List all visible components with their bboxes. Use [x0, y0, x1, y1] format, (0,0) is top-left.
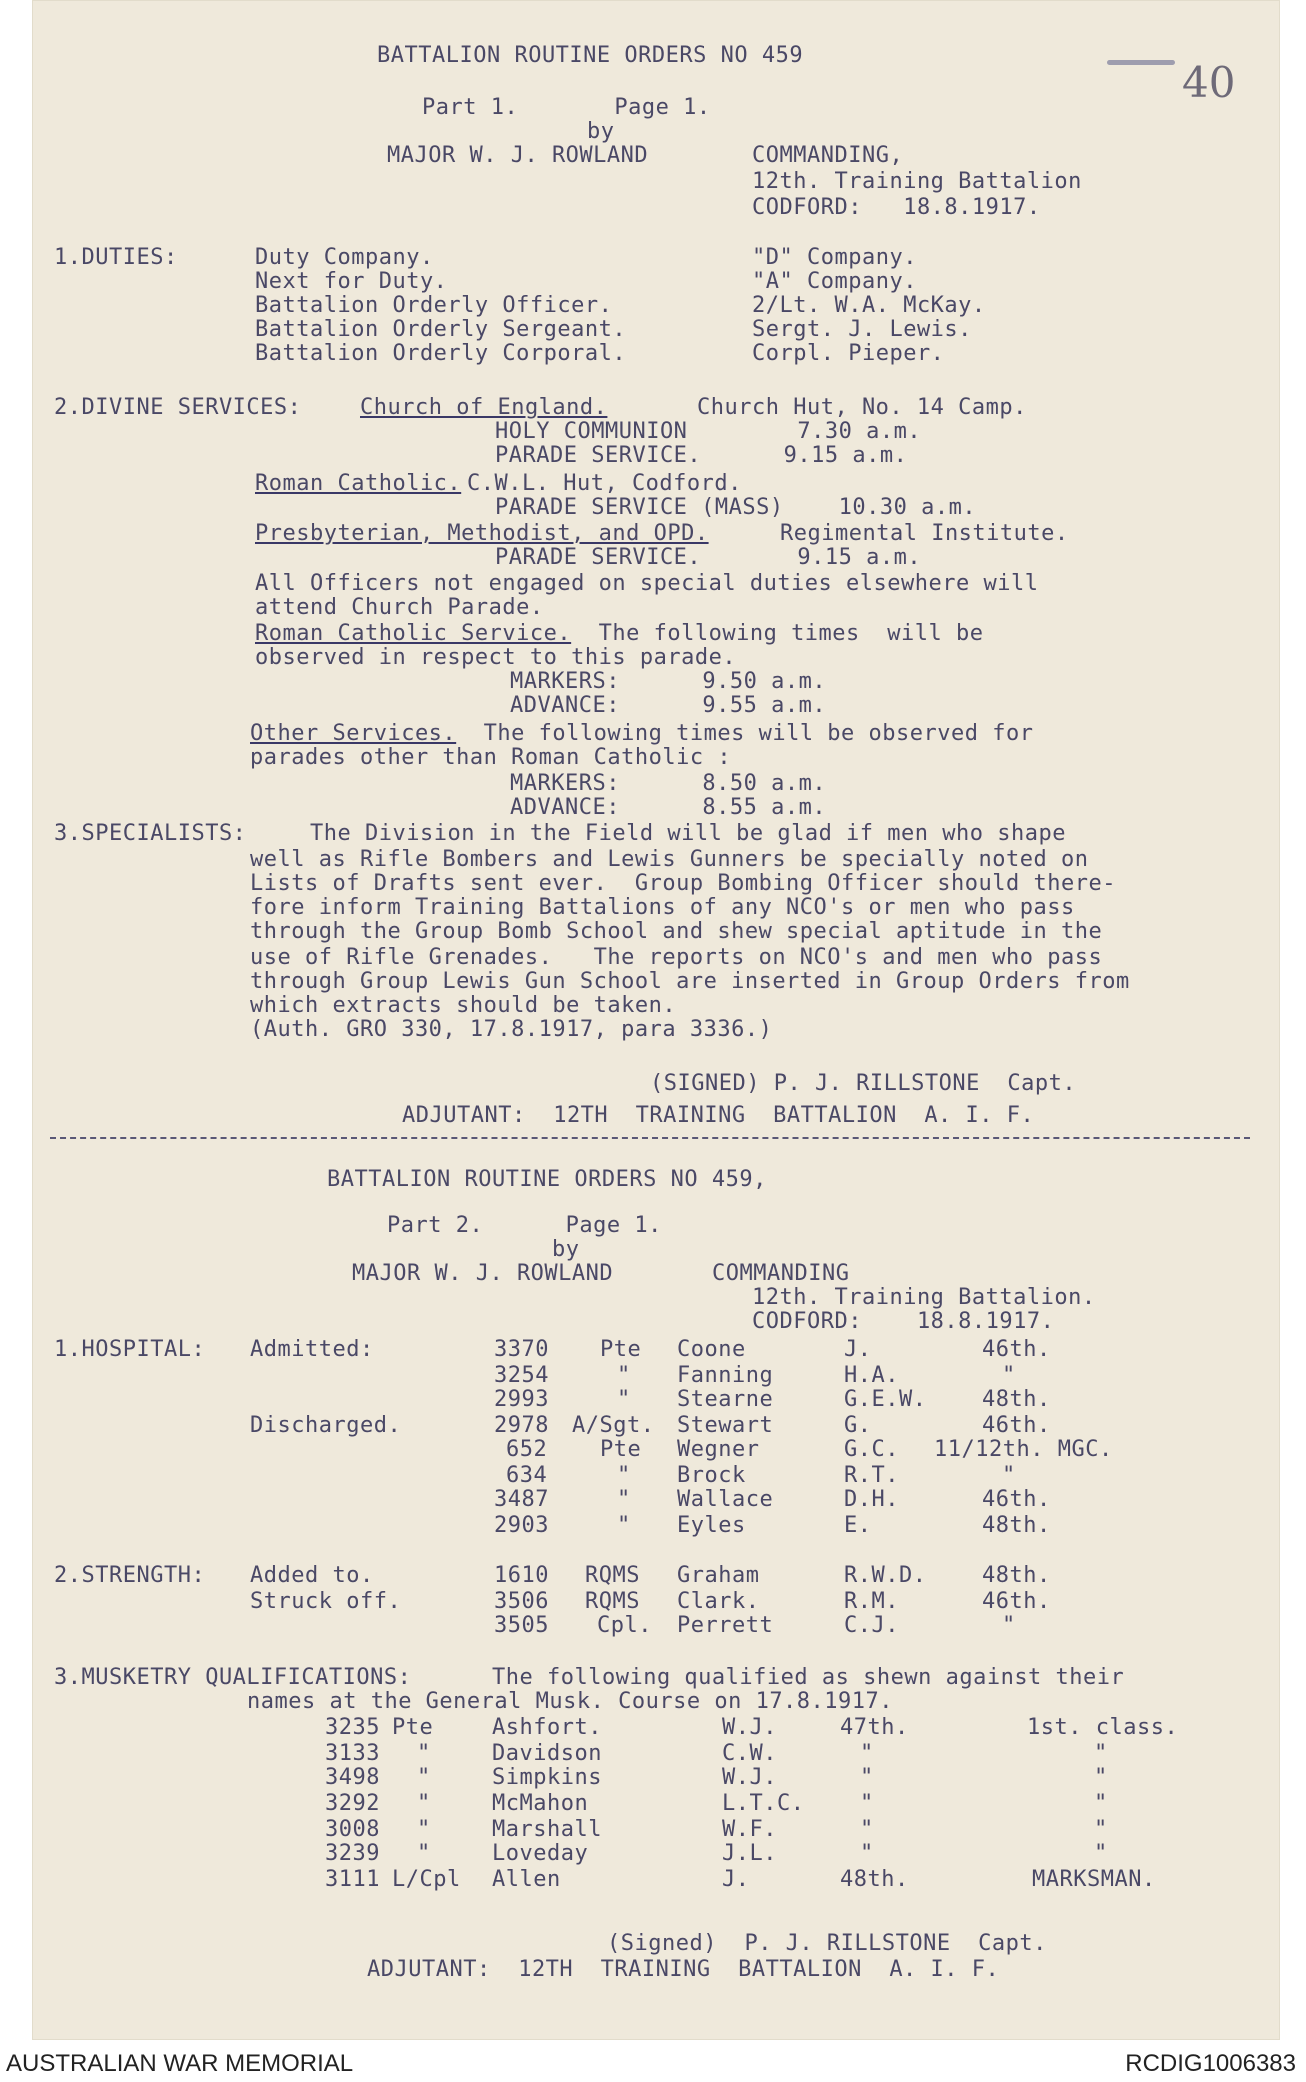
musketry-intro: names at the General Musk. Course on 17.8.1917. [247, 1689, 894, 1714]
mus-rank: " [417, 1765, 431, 1790]
mus-name: Simpkins [492, 1765, 602, 1790]
part2-commander: MAJOR W. J. ROWLAND [352, 1261, 614, 1286]
part2-battalion: 12th. Training Battalion. [752, 1285, 1096, 1310]
mus-no: 3498 [325, 1765, 380, 1790]
mus-name: Allen [492, 1867, 561, 1892]
mus-name: Marshall [492, 1817, 602, 1842]
other-services-text: parades other than Roman Catholic : [250, 745, 732, 770]
mus-result: MARKSMAN. [1032, 1867, 1156, 1892]
officers-line: attend Church Parade. [255, 595, 544, 620]
str-name: Graham [677, 1563, 760, 1588]
hosp-no: 652 [506, 1437, 548, 1462]
hosp-name: Wallace [677, 1487, 774, 1512]
musketry-heading: 3.MUSKETRY QUALIFICATIONS: [54, 1665, 412, 1690]
divine-heading: 2.DIVINE SERVICES: [54, 395, 302, 420]
rc-service-text: observed in respect to this parade. [255, 645, 737, 670]
specialists-line: use of Rifle Grenades. The reports on NCO's and men who pass [250, 945, 1103, 970]
mus-initials: C.W. [722, 1741, 777, 1766]
rc-service-label: Roman Catholic Service. [255, 621, 572, 646]
mus-initials: L.T.C. [722, 1791, 805, 1816]
str-unit: " [1002, 1613, 1016, 1638]
str-unit: 48th. [982, 1563, 1051, 1588]
mus-name: Davidson [492, 1741, 602, 1766]
duty-row-label: Battalion Orderly Corporal. [255, 341, 627, 366]
duty-row-value: "D" Company. [752, 245, 917, 270]
hosp-rank: " [617, 1487, 631, 1512]
str-name: Clark. [677, 1589, 760, 1614]
part1-part-line: Part 1. Page 1. [422, 95, 711, 120]
part1-place-date: CODFORD: 18.8.1917. [752, 195, 1041, 220]
footer-record-id: RCDIG1006383 [1125, 2050, 1296, 2077]
part1-battalion: 12th. Training Battalion [752, 169, 1082, 194]
mus-result: " [1094, 1841, 1108, 1866]
musketry-intro: The following qualified as shewn against their [492, 1665, 1125, 1690]
hosp-name: Eyles [677, 1513, 746, 1538]
str-rank: RQMS [585, 1589, 640, 1614]
specialists-line: Lists of Drafts sent ever. Group Bombing Officer should there- [250, 871, 1116, 896]
struck-label: Struck off. [250, 1589, 402, 1614]
mus-result: 1st. class. [1027, 1715, 1179, 1740]
mus-unit: 47th. [840, 1715, 909, 1740]
specialists-line: which extracts should be taken. [250, 993, 677, 1018]
hosp-name: Brock [677, 1463, 746, 1488]
mus-unit: " [860, 1817, 874, 1842]
advance-time: ADVANCE: 8.55 a.m. [510, 795, 827, 820]
mus-name: Loveday [492, 1841, 589, 1866]
hosp-name: Fanning [677, 1363, 774, 1388]
str-initials: R.W.D. [844, 1563, 927, 1588]
mus-initials: W.F. [722, 1817, 777, 1842]
hosp-initials: H.A. [844, 1363, 899, 1388]
mus-name: Ashfort. [492, 1715, 602, 1740]
hosp-rank: " [617, 1513, 631, 1538]
hosp-unit: 46th. [982, 1413, 1051, 1438]
part1-commanding: COMMANDING, [752, 143, 904, 168]
mus-rank: " [417, 1741, 431, 1766]
rc-place: C.W.L. Hut, Codford. [467, 471, 742, 496]
mus-result: " [1094, 1791, 1108, 1816]
hosp-name: Wegner [677, 1437, 760, 1462]
pencil-mark [1107, 60, 1175, 65]
part1-by: by [587, 119, 615, 144]
mus-unit: " [860, 1765, 874, 1790]
document-page [32, 0, 1280, 2040]
str-no: 3506 [494, 1589, 549, 1614]
coe-label: Church of England. [360, 395, 608, 420]
specialists-line: (Auth. GRO 330, 17.8.1917, para 3336.) [250, 1017, 773, 1042]
parade-service: PARADE SERVICE. 9.15 a.m. [495, 443, 908, 468]
mus-initials: W.J. [722, 1765, 777, 1790]
duty-row-value: 2/Lt. W.A. McKay. [752, 293, 986, 318]
discharged-label: Discharged. [250, 1413, 402, 1438]
str-rank: RQMS [585, 1563, 640, 1588]
specialists-line: through Group Lewis Gun School are inserted in Group Orders from [250, 969, 1130, 994]
str-initials: C.J. [844, 1613, 899, 1638]
part1-signature: (SIGNED) P. J. RILLSTONE Capt. [650, 1071, 1077, 1096]
str-no: 1610 [494, 1563, 549, 1588]
mus-rank: Pte [392, 1715, 434, 1740]
specialists-line: well as Rifle Bombers and Lewis Gunners be specially noted on [250, 847, 1089, 872]
mus-rank: " [417, 1791, 431, 1816]
part2-adjutant: ADJUTANT: 12TH TRAINING BATTALION A. I. F. [367, 1957, 1000, 1982]
pres-place: Regimental Institute. [780, 521, 1069, 546]
mus-name: McMahon [492, 1791, 589, 1816]
hosp-initials: D.H. [844, 1487, 899, 1512]
rc-label: Roman Catholic. [255, 471, 462, 496]
str-rank: Cpl. [597, 1613, 652, 1638]
mus-unit: 48th. [840, 1867, 909, 1892]
advance-time: ADVANCE: 9.55 a.m. [510, 693, 827, 718]
str-initials: R.M. [844, 1589, 899, 1614]
mus-initials: J. [722, 1867, 750, 1892]
rc-service-line [255, 622, 984, 646]
part2-title: BATTALION ROUTINE ORDERS NO 459, [327, 1167, 767, 1192]
duty-row-label: Next for Duty. [255, 269, 448, 294]
mus-no: 3111 [325, 1867, 380, 1892]
mus-result: " [1094, 1741, 1108, 1766]
mus-no: 3239 [325, 1841, 380, 1866]
other-services-label: Other Services. [250, 721, 457, 746]
hosp-unit: " [1002, 1463, 1016, 1488]
mus-rank: L/Cpl [392, 1867, 461, 1892]
hosp-no: 2903 [494, 1513, 549, 1538]
strength-heading: 2.STRENGTH: [54, 1563, 206, 1588]
duty-row-value: Sergt. J. Lewis. [752, 317, 972, 342]
mus-unit: " [860, 1741, 874, 1766]
part2-commanding: COMMANDING [712, 1261, 850, 1286]
added-label: Added to. [250, 1563, 374, 1588]
hosp-no: 3254 [494, 1363, 549, 1388]
part1-title: BATTALION ROUTINE ORDERS NO 459 [377, 43, 804, 68]
hosp-unit: 46th. [982, 1337, 1051, 1362]
other-services-text: The following times will be observed for [456, 721, 1034, 746]
hosp-no: 634 [506, 1463, 548, 1488]
hosp-rank: A/Sgt. [572, 1413, 655, 1438]
hosp-unit: " [1002, 1363, 1016, 1388]
hosp-initials: G. [844, 1413, 872, 1438]
mus-no: 3235 [325, 1715, 380, 1740]
duty-row-value: "A" Company. [752, 269, 917, 294]
mus-no: 3133 [325, 1741, 380, 1766]
duty-row-label: Battalion Orderly Officer. [255, 293, 613, 318]
mus-result: " [1094, 1765, 1108, 1790]
section-divider [50, 1137, 1250, 1139]
mus-unit: " [860, 1791, 874, 1816]
hosp-name: Stewart [677, 1413, 774, 1438]
hosp-rank: Pte [600, 1337, 642, 1362]
mus-no: 3292 [325, 1791, 380, 1816]
part2-by: by [552, 1237, 580, 1262]
coe-place: Church Hut, No. 14 Camp. [697, 395, 1027, 420]
part2-part-line: Part 2. Page 1. [387, 1213, 662, 1238]
hosp-name: Coone [677, 1337, 746, 1362]
folio-number: 40 [1182, 58, 1236, 107]
hosp-initials: E. [844, 1513, 872, 1538]
hosp-name: Stearne [677, 1387, 774, 1412]
mus-unit: " [860, 1841, 874, 1866]
hosp-no: 3370 [494, 1337, 549, 1362]
hosp-unit: 48th. [982, 1387, 1051, 1412]
markers-time: MARKERS: 9.50 a.m. [510, 669, 827, 694]
mus-no: 3008 [325, 1817, 380, 1842]
hosp-initials: R.T. [844, 1463, 899, 1488]
specialists-heading: 3.SPECIALISTS: [54, 821, 247, 846]
specialists-line: The Division in the Field will be glad if men who shape [310, 821, 1066, 846]
hosp-unit: 48th. [982, 1513, 1051, 1538]
str-name: Perrett [677, 1613, 774, 1638]
hosp-unit: 11/12th. MGC. [934, 1437, 1113, 1462]
rc-parade: PARADE SERVICE (MASS) 10.30 a.m. [495, 495, 977, 520]
mus-initials: J.L. [722, 1841, 777, 1866]
str-no: 3505 [494, 1613, 549, 1638]
markers-time: MARKERS: 8.50 a.m. [510, 771, 827, 796]
str-unit: 46th. [982, 1589, 1051, 1614]
part1-adjutant: ADJUTANT: 12TH TRAINING BATTALION A. I. F. [402, 1103, 1035, 1128]
duty-row-value: Corpl. Pieper. [752, 341, 945, 366]
other-services-line [250, 722, 1033, 746]
hospital-heading: 1.HOSPITAL: [54, 1337, 206, 1362]
duty-row-label: Battalion Orderly Sergeant. [255, 317, 627, 342]
hosp-rank: " [617, 1363, 631, 1388]
duties-heading: 1.DUTIES: [54, 245, 178, 270]
specialists-line: fore inform Training Battalions of any NCO's or men who pass [250, 895, 1075, 920]
part2-place-date: CODFORD: 18.8.1917. [752, 1309, 1055, 1334]
specialists-line: through the Group Bomb School and shew special aptitude in the [250, 919, 1103, 944]
duty-row-label: Duty Company. [255, 245, 434, 270]
part2-signature: (Signed) P. J. RILLSTONE Capt. [607, 1931, 1047, 1956]
footer-credit: AUSTRALIAN WAR MEMORIAL [6, 2050, 354, 2077]
hosp-rank: " [617, 1387, 631, 1412]
rc-service-text: The following times will be [571, 621, 984, 646]
holy-communion: HOLY COMMUNION 7.30 a.m. [495, 419, 922, 444]
hosp-unit: 46th. [982, 1487, 1051, 1512]
mus-initials: W.J. [722, 1715, 777, 1740]
hosp-initials: J. [844, 1337, 872, 1362]
hosp-rank: Pte [600, 1437, 642, 1462]
mus-rank: " [417, 1817, 431, 1842]
parade-service: PARADE SERVICE. 9.15 a.m. [495, 545, 922, 570]
mus-result: " [1094, 1817, 1108, 1842]
part1-commander: MAJOR W. J. ROWLAND [387, 143, 649, 168]
mus-rank: " [417, 1841, 431, 1866]
hosp-no: 3487 [494, 1487, 549, 1512]
hosp-no: 2978 [494, 1413, 549, 1438]
officers-line: All Officers not engaged on special duties elsewhere will [255, 571, 1039, 596]
admitted-label: Admitted: [250, 1337, 374, 1362]
hosp-no: 2993 [494, 1387, 549, 1412]
hosp-rank: " [617, 1463, 631, 1488]
hosp-initials: G.E.W. [844, 1387, 927, 1412]
hosp-initials: G.C. [844, 1437, 899, 1462]
pres-label: Presbyterian, Methodist, and OPD. [255, 521, 709, 546]
